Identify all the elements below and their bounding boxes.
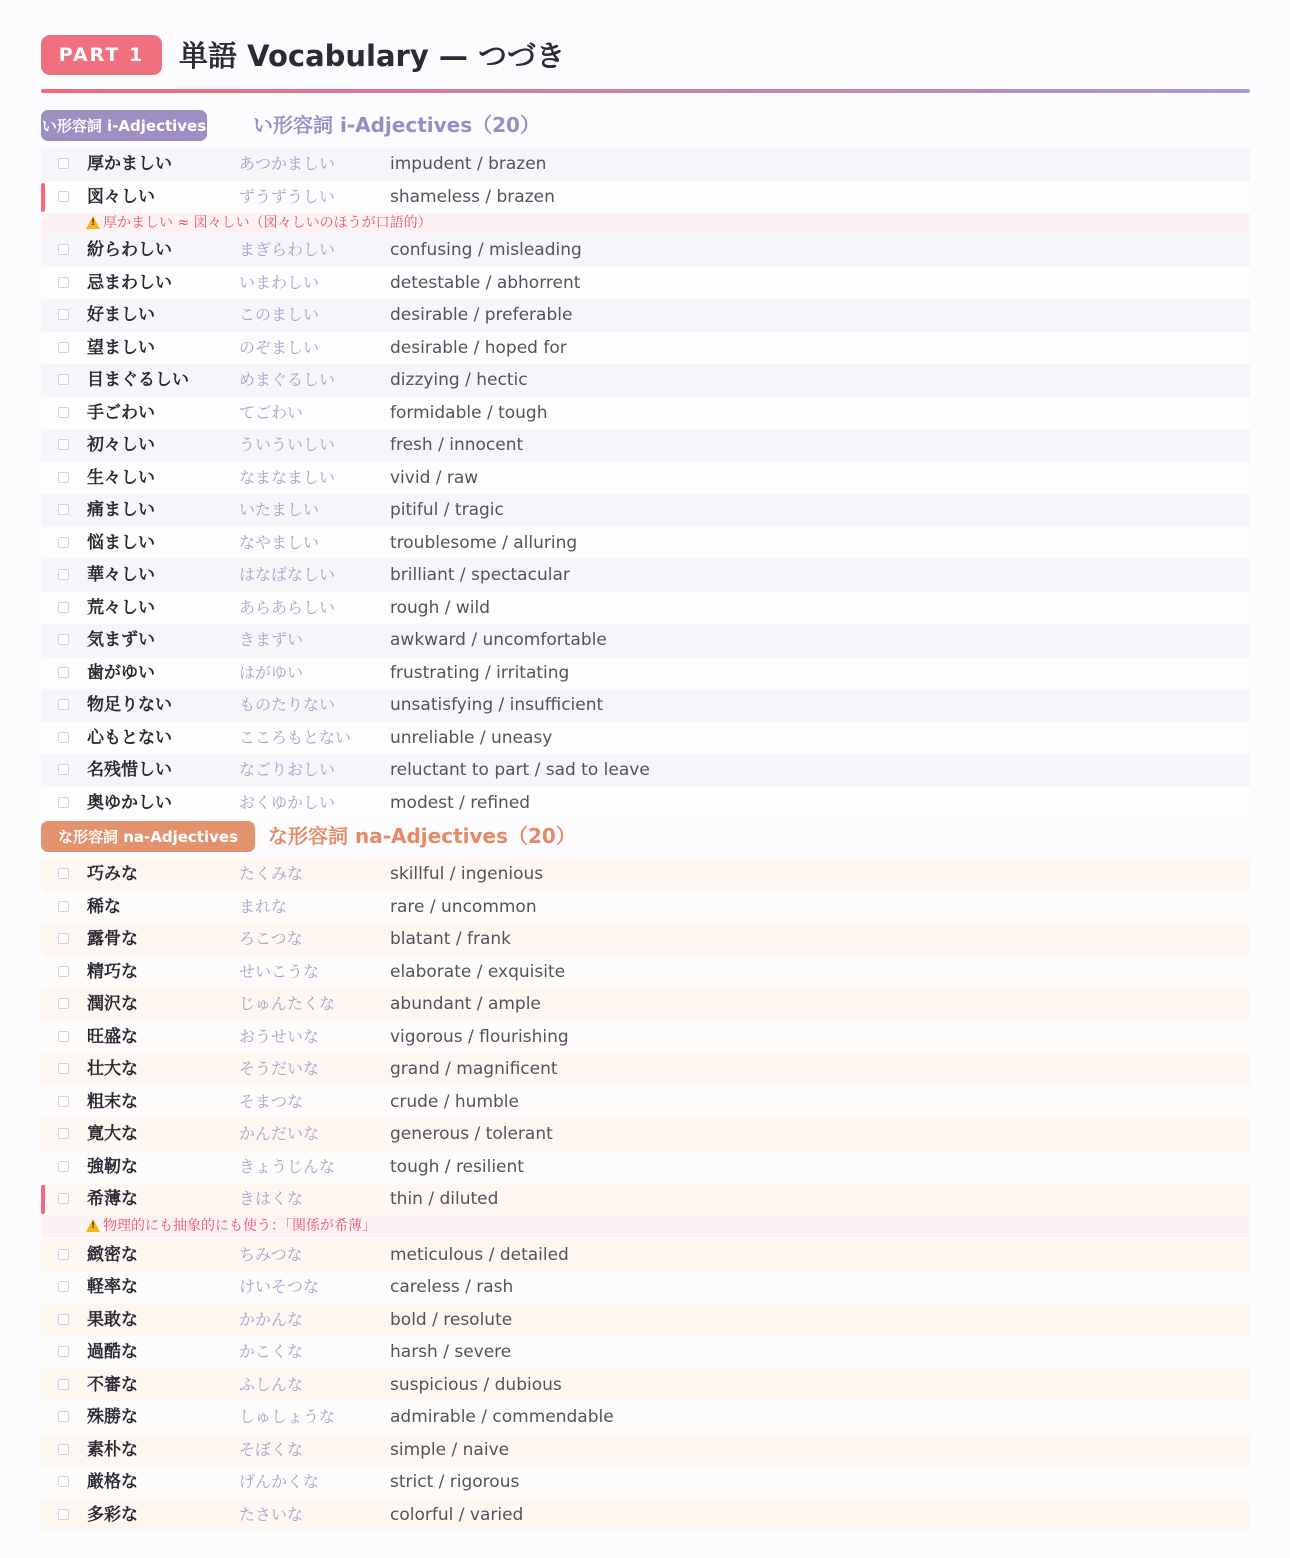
vocab-word: 多彩な — [87, 1504, 138, 1525]
vocab-row — [41, 988, 1250, 1021]
checkbox[interactable] — [58, 667, 69, 678]
checkbox[interactable] — [58, 158, 69, 169]
vocab-meaning: rough / wild — [390, 597, 491, 618]
vocab-row — [41, 494, 1250, 527]
checkbox[interactable] — [58, 569, 69, 580]
vocab-row — [41, 1053, 1250, 1086]
vocab-meaning: rare / uncommon — [390, 896, 537, 917]
vocab-meaning: strict / rigorous — [390, 1472, 520, 1492]
vocab-meaning: thin / diluted — [390, 1189, 499, 1209]
note-text: 物理的にも抽象的にも使う：「関係が希薄」 — [103, 1218, 376, 1234]
vocab-row — [41, 267, 1250, 300]
warning-icon — [86, 216, 100, 229]
vocab-reading: げんかくな — [239, 1472, 320, 1491]
checkbox[interactable] — [58, 998, 69, 1009]
checkbox[interactable] — [58, 191, 69, 202]
checkbox[interactable] — [58, 439, 69, 450]
vocab-row — [41, 891, 1250, 924]
vocab-row — [41, 429, 1250, 462]
vocab-word: 厳格な — [87, 1472, 138, 1492]
vocab-meaning: unsatisfying / insufficient — [390, 695, 604, 715]
warning-icon — [86, 1219, 100, 1232]
checkbox[interactable] — [58, 537, 69, 548]
header-divider — [41, 89, 1250, 93]
vocab-word: 心もとない — [87, 727, 172, 748]
vocab-meaning: formidable / tough — [390, 402, 548, 423]
vocab-meaning: suspicious / dubious — [390, 1374, 562, 1395]
checkbox[interactable] — [58, 901, 69, 912]
vocab-meaning: colorful / varied — [390, 1504, 524, 1525]
i-adjectives-note — [41, 213, 1250, 234]
vocab-word: 巧みな — [87, 864, 138, 884]
checkbox[interactable] — [58, 1031, 69, 1042]
vocab-reading: いたましい — [239, 500, 320, 519]
vocab-word: 稀な — [87, 896, 121, 917]
vocab-reading: そまつな — [239, 1091, 304, 1111]
vocab-meaning: reluctant to part / sad to leave — [390, 760, 650, 780]
vocab-meaning: careless / rash — [390, 1277, 514, 1297]
vocab-row — [41, 1183, 1250, 1216]
vocab-reading: ういういしい — [239, 435, 336, 454]
i-adjectives-badge: い形容詞 i-Adjectives — [41, 110, 207, 141]
vocab-row — [41, 1401, 1250, 1434]
vocab-meaning: meticulous / detailed — [390, 1244, 569, 1265]
vocab-reading: まれな — [239, 896, 288, 916]
i-adjectives-title: い形容詞 i-Adjectives（20） — [253, 113, 540, 137]
vocab-meaning: tough / resilient — [390, 1156, 524, 1177]
vocab-word: 潤沢な — [87, 994, 138, 1014]
vocab-row — [41, 624, 1250, 657]
vocab-reading: あらあらしい — [239, 597, 336, 617]
vocab-meaning: brilliant / spectacular — [390, 565, 570, 585]
vocab-word: 物足りない — [87, 695, 172, 715]
vocab-row — [41, 657, 1250, 690]
checkbox[interactable] — [58, 342, 69, 353]
checkbox[interactable] — [58, 933, 69, 944]
vocab-meaning: simple / naive — [390, 1439, 510, 1460]
na-adjectives-list-part2 — [41, 1239, 1250, 1532]
vocab-row — [41, 299, 1250, 332]
i-adjectives-section-header — [41, 110, 1250, 142]
vocab-word: 気まずい — [87, 630, 155, 650]
vocab-row — [41, 956, 1250, 989]
checkbox[interactable] — [58, 504, 69, 515]
vocab-reading: めまぐるしい — [239, 370, 336, 389]
vocab-row — [41, 592, 1250, 625]
vocab-meaning: vigorous / flourishing — [390, 1026, 569, 1047]
checkbox[interactable] — [58, 1476, 69, 1487]
vocab-word: 忌まわしい — [87, 272, 172, 293]
vocab-reading: じゅんたくな — [239, 994, 336, 1013]
vocab-word: 精巧な — [87, 961, 138, 982]
na-adjectives-note — [41, 1216, 1250, 1237]
vocab-reading: おうせいな — [239, 1026, 320, 1046]
vocab-meaning: harsh / severe — [390, 1342, 512, 1362]
vocab-reading: きはくな — [239, 1189, 304, 1208]
vocab-reading: ものたりない — [239, 695, 336, 714]
vocab-reading: そぼくな — [239, 1439, 304, 1459]
vocab-row — [41, 1239, 1250, 1272]
vocab-word: 希薄な — [87, 1189, 138, 1209]
vocab-row — [41, 1434, 1250, 1467]
vocab-reading: あつかましい — [239, 154, 336, 173]
note-text: 厚かましい ≈ 図々しい（図々しいのほうが口語的） — [103, 215, 432, 231]
na-adjectives-title: な形容詞 na-Adjectives（20） — [268, 824, 576, 848]
vocab-meaning: crude / humble — [390, 1091, 519, 1112]
vocab-reading: かんだいな — [239, 1124, 320, 1143]
checkbox[interactable] — [58, 1509, 69, 1520]
vocab-meaning: blatant / frank — [390, 929, 512, 949]
vocab-word: 露骨な — [87, 929, 138, 949]
vocab-row — [41, 754, 1250, 787]
vocab-row — [41, 1151, 1250, 1184]
checkbox[interactable] — [58, 634, 69, 645]
vocab-row — [41, 462, 1250, 495]
vocab-word: 荒々しい — [87, 597, 155, 618]
checkbox[interactable] — [58, 309, 69, 320]
vocab-word: 歯がゆい — [87, 662, 155, 683]
vocab-word: 厚かましい — [87, 154, 172, 174]
checkbox[interactable] — [58, 407, 69, 418]
vocab-reading: きょうじんな — [239, 1156, 336, 1176]
i-adjectives-list-part1 — [41, 148, 1250, 213]
vocab-word: 悩ましい — [87, 532, 155, 553]
vocab-reading: のぞましい — [239, 337, 320, 357]
vocab-word: 果敢な — [87, 1309, 138, 1330]
vocab-word: 痛ましい — [87, 500, 155, 520]
na-adjectives-badge: な形容詞 na-Adjectives — [41, 821, 255, 852]
vocab-word: 粗末な — [87, 1091, 138, 1112]
vocab-meaning: desirable / preferable — [390, 305, 573, 325]
vocab-meaning: shameless / brazen — [390, 186, 555, 207]
vocab-row — [41, 1499, 1250, 1532]
vocab-row — [41, 181, 1250, 214]
vocab-meaning: grand / magnificent — [390, 1059, 558, 1079]
vocab-word: 望ましい — [87, 337, 155, 358]
vocab-word: 初々しい — [87, 435, 155, 455]
checkbox[interactable] — [58, 966, 69, 977]
na-adjectives-list-part1 — [41, 858, 1250, 1216]
vocab-reading: そうだいな — [239, 1059, 320, 1078]
vocab-row — [41, 234, 1250, 267]
vocab-reading: はがゆい — [239, 662, 304, 682]
vocab-meaning: dizzying / hectic — [390, 370, 528, 390]
checkbox[interactable] — [58, 1193, 69, 1204]
vocab-reading: ずうずうしい — [239, 186, 336, 206]
vocab-meaning: vivid / raw — [390, 467, 479, 488]
vocab-word: 手ごわい — [87, 402, 155, 423]
vocab-reading: こころもとない — [239, 727, 352, 747]
vocab-reading: はなばなしい — [239, 565, 336, 584]
vocab-word: 殊勝な — [87, 1407, 138, 1427]
vocab-reading: たさいな — [239, 1504, 304, 1524]
vocab-word: 強靭な — [87, 1156, 138, 1177]
checkbox[interactable] — [58, 797, 69, 808]
checkbox[interactable] — [58, 374, 69, 385]
vocab-word: 不審な — [87, 1374, 138, 1395]
vocab-word: 軽率な — [87, 1277, 138, 1297]
na-adjectives-section-header — [41, 821, 1250, 853]
vocab-reading: ろこつな — [239, 929, 303, 948]
vocab-row — [41, 332, 1250, 365]
page-title: 単語 Vocabulary — つづき — [179, 39, 565, 73]
vocab-reading: かかんな — [239, 1309, 304, 1329]
vocab-row — [41, 923, 1250, 956]
checkbox[interactable] — [58, 1411, 69, 1422]
vocab-meaning: fresh / innocent — [390, 435, 524, 455]
vocab-reading: なまなましい — [239, 467, 336, 487]
checkbox[interactable] — [58, 472, 69, 483]
vocab-meaning: bold / resolute — [390, 1309, 513, 1330]
vocab-row — [41, 364, 1250, 397]
vocab-meaning: elaborate / exquisite — [390, 961, 566, 982]
vocab-reading: かこくな — [239, 1342, 304, 1361]
vocab-meaning: skillful / ingenious — [390, 864, 544, 884]
vocab-row — [41, 397, 1250, 430]
vocab-row — [41, 722, 1250, 755]
vocab-row — [41, 1021, 1250, 1054]
vocab-meaning: frustrating / irritating — [390, 662, 570, 683]
checkbox[interactable] — [58, 868, 69, 879]
vocab-reading: しゅしょうな — [239, 1407, 336, 1426]
vocab-row — [41, 527, 1250, 560]
vocab-word: 紛らわしい — [87, 240, 172, 260]
vocab-reading: けいそつな — [239, 1277, 320, 1296]
vocab-word: 華々しい — [87, 565, 155, 585]
vocab-reading: なごりおしい — [239, 760, 336, 779]
vocab-word: 目まぐるしい — [87, 370, 189, 390]
vocab-row — [41, 787, 1250, 820]
vocab-word: 名残惜しい — [87, 760, 172, 780]
checkbox[interactable] — [58, 1281, 69, 1292]
vocab-row — [41, 1304, 1250, 1337]
vocab-row — [41, 1271, 1250, 1304]
vocab-row — [41, 1086, 1250, 1119]
vocab-reading: いまわしい — [239, 272, 320, 292]
vocab-reading: このましい — [239, 305, 320, 324]
vocab-meaning: awkward / uncomfortable — [390, 630, 607, 650]
checkbox[interactable] — [58, 764, 69, 775]
vocab-meaning: unreliable / uneasy — [390, 727, 553, 748]
vocab-meaning: admirable / commendable — [390, 1407, 614, 1427]
vocab-word: 壮大な — [87, 1059, 138, 1079]
vocab-reading: せいこうな — [239, 961, 320, 981]
vocab-reading: ちみつな — [239, 1244, 303, 1264]
i-adjectives-list-part2 — [41, 234, 1250, 819]
vocab-reading: たくみな — [239, 864, 304, 883]
vocab-word: 旺盛な — [87, 1026, 138, 1047]
vocab-row — [41, 1369, 1250, 1402]
vocab-meaning: troublesome / alluring — [390, 532, 578, 553]
vocab-word: 緻密な — [87, 1244, 138, 1265]
vocab-reading: おくゆかしい — [239, 792, 336, 812]
vocab-meaning: detestable / abhorrent — [390, 272, 581, 293]
vocab-word: 図々しい — [87, 186, 155, 207]
vocab-word: 生々しい — [87, 467, 155, 488]
part-badge: PART 1 — [41, 35, 162, 75]
vocab-reading: ふしんな — [239, 1374, 304, 1394]
checkbox[interactable] — [58, 1314, 69, 1325]
page-header — [41, 34, 1250, 90]
checkbox[interactable] — [58, 602, 69, 613]
checkbox[interactable] — [58, 1444, 69, 1455]
checkbox[interactable] — [58, 1379, 69, 1390]
vocab-word: 好ましい — [87, 305, 155, 325]
vocab-meaning: desirable / hoped for — [390, 337, 567, 358]
vocab-meaning: generous / tolerant — [390, 1124, 553, 1144]
checkbox[interactable] — [58, 277, 69, 288]
vocab-row — [41, 559, 1250, 592]
vocab-meaning: modest / refined — [390, 792, 531, 813]
vocab-meaning: impudent / brazen — [390, 154, 547, 174]
vocab-meaning: confusing / misleading — [390, 240, 582, 260]
checkbox[interactable] — [58, 1096, 69, 1107]
vocab-reading: きまずい — [239, 630, 304, 649]
checkbox[interactable] — [58, 1249, 69, 1260]
vocab-reading: てごわい — [239, 402, 304, 422]
vocab-word: 素朴な — [87, 1439, 138, 1460]
vocab-row — [41, 689, 1250, 722]
checkbox[interactable] — [58, 1346, 69, 1357]
vocab-row — [41, 1118, 1250, 1151]
checkbox[interactable] — [58, 1063, 69, 1074]
checkbox[interactable] — [58, 732, 69, 743]
vocab-word: 寛大な — [87, 1124, 138, 1144]
vocab-word: 過酷な — [87, 1342, 138, 1362]
vocab-row — [41, 148, 1250, 181]
vocab-reading: まぎらわしい — [239, 240, 336, 259]
vocab-meaning: pitiful / tragic — [390, 500, 504, 520]
vocab-word: 奥ゆかしい — [87, 792, 172, 813]
vocab-row — [41, 1336, 1250, 1369]
vocab-reading: なやましい — [239, 532, 320, 552]
checkbox[interactable] — [58, 1161, 69, 1172]
checkbox[interactable] — [58, 244, 69, 255]
vocab-row — [41, 1466, 1250, 1499]
vocab-row — [41, 858, 1250, 891]
checkbox[interactable] — [58, 699, 69, 710]
checkbox[interactable] — [58, 1128, 69, 1139]
vocab-meaning: abundant / ample — [390, 994, 541, 1014]
